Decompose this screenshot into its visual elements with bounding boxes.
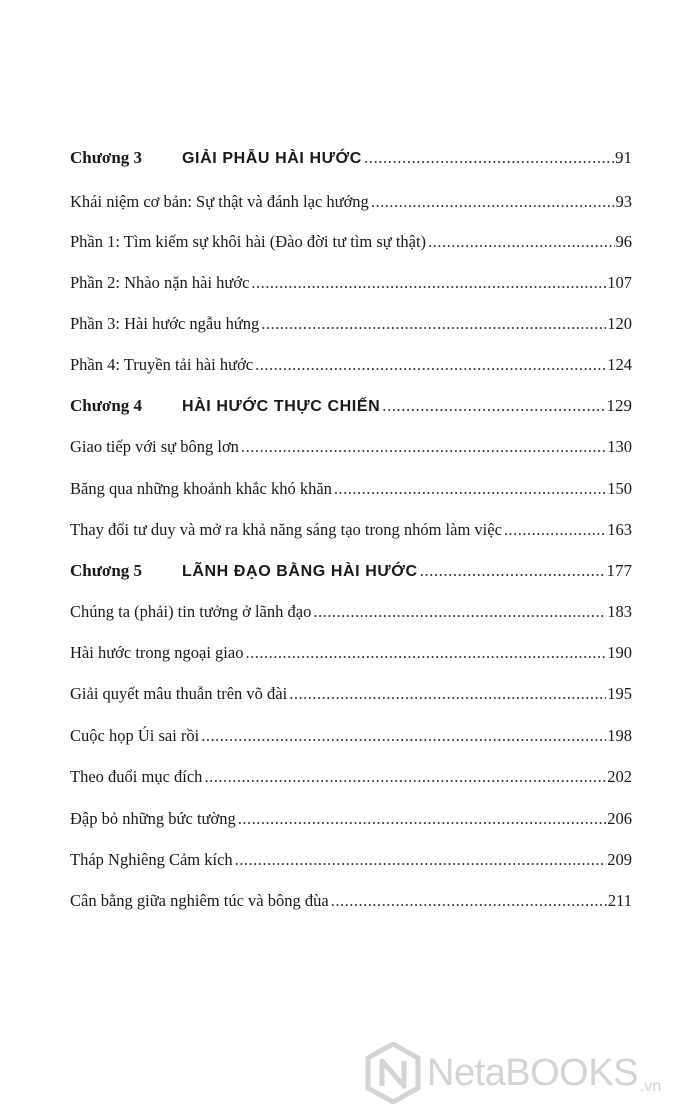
entry-title: Phần 4: Truyền tải hài hước xyxy=(70,355,254,374)
dot-leader xyxy=(420,561,606,581)
entry-title: Tháp Nghiêng Cảm kích xyxy=(70,850,233,869)
toc-entry[interactable] xyxy=(70,437,632,457)
dot-leader xyxy=(241,437,606,457)
page-number: 195 xyxy=(607,684,632,703)
chapter-label: Chương 5 xyxy=(70,561,143,580)
dot-leader xyxy=(255,355,606,375)
dot-leader xyxy=(382,396,605,416)
page-number: 91 xyxy=(615,148,632,167)
dot-leader xyxy=(235,850,607,870)
chapter-label: Chương 4 xyxy=(70,396,143,415)
entry-title: Giao tiếp với sự bông lơn xyxy=(70,437,239,456)
dot-leader xyxy=(289,684,606,704)
page-number: 163 xyxy=(607,520,632,539)
page-number: 124 xyxy=(607,355,632,374)
entry-title: Thay đổi tư duy và mở ra khả năng sáng tạo trong nhóm làm việc xyxy=(70,520,502,539)
entry-title: Băng qua những khoảnh khắc khó khăn xyxy=(70,479,332,498)
page-number: 209 xyxy=(607,850,632,869)
toc-entry[interactable] xyxy=(70,891,632,911)
toc-entry[interactable] xyxy=(70,355,632,375)
chapter-label: Chương 3 xyxy=(70,148,143,167)
dot-leader xyxy=(331,891,607,911)
entry-title: Phần 1: Tìm kiếm sự khôi hài (Đào đời tư tìm sự thật) xyxy=(70,232,427,251)
toc-entry[interactable] xyxy=(70,726,632,746)
toc-entry[interactable] xyxy=(70,767,632,787)
toc-entry[interactable] xyxy=(70,850,632,870)
dot-leader xyxy=(201,726,606,746)
entry-title: Đập bỏ những bức tường xyxy=(70,809,236,828)
chapter-name: GIẢI PHẪU HÀI HƯỚC xyxy=(182,150,362,167)
entry-title: Giải quyết mâu thuẫn trên võ đài xyxy=(70,684,288,703)
toc-entry[interactable] xyxy=(70,314,632,334)
chapter-name: LÃNH ĐẠO BẰNG HÀI HƯỚC xyxy=(182,563,418,580)
page-number: 183 xyxy=(607,602,632,621)
neta-logo-icon xyxy=(365,1042,421,1104)
entry-title: Khái niệm cơ bản: Sự thật và đánh lạc hướng xyxy=(70,192,369,211)
dot-leader xyxy=(204,767,606,787)
page-number: 202 xyxy=(607,767,632,786)
entry-title: Cân bằng giữa nghiêm túc và bông đùa xyxy=(70,891,329,910)
dot-leader xyxy=(334,479,606,499)
page-number: 130 xyxy=(607,437,632,456)
page-number: 107 xyxy=(607,273,632,292)
page-number: 120 xyxy=(607,314,632,333)
page-number: 211 xyxy=(607,891,632,910)
dot-leader xyxy=(364,148,614,168)
dot-leader xyxy=(245,643,606,663)
dot-leader xyxy=(504,520,606,540)
toc-entry[interactable] xyxy=(70,273,632,293)
entry-title: Theo đuổi mục đích xyxy=(70,767,203,786)
page-number: 96 xyxy=(615,232,632,251)
toc-entry[interactable] xyxy=(70,643,632,663)
page-number: 129 xyxy=(606,396,632,415)
page-number: 93 xyxy=(615,192,632,211)
dot-leader xyxy=(313,602,606,622)
watermark-suffix: .vn xyxy=(639,1078,662,1095)
toc-entry[interactable] xyxy=(70,232,632,252)
page-number: 198 xyxy=(607,726,632,745)
watermark-text: NetaBOOKS xyxy=(427,1051,638,1094)
dot-leader xyxy=(371,192,615,212)
toc-entry[interactable] xyxy=(70,520,632,540)
netabooks-watermark xyxy=(365,1042,661,1104)
page-number: 206 xyxy=(607,809,632,828)
entry-title: Cuộc họp Úi sai rồi xyxy=(70,726,200,745)
entry-title: Phần 3: Hài hước ngẫu hứng xyxy=(70,314,260,333)
dot-leader xyxy=(238,809,607,829)
page-number: 177 xyxy=(606,561,632,580)
toc-entry[interactable] xyxy=(70,809,632,829)
page-number: 190 xyxy=(607,643,632,662)
dot-leader xyxy=(251,273,606,293)
toc-entry[interactable] xyxy=(70,602,632,622)
entry-title: Phần 2: Nhào nặn hài hước xyxy=(70,273,250,292)
entry-title: Chúng ta (phải) tin tưởng ở lãnh đạo xyxy=(70,602,312,621)
toc-chapter-5[interactable] xyxy=(70,561,632,581)
toc-entry[interactable] xyxy=(70,192,632,212)
toc-chapter-3[interactable] xyxy=(70,148,632,168)
page-number: 150 xyxy=(607,479,632,498)
dot-leader xyxy=(428,232,614,252)
chapter-name: HÀI HƯỚC THỰC CHIẾN xyxy=(182,398,381,415)
toc-entry[interactable] xyxy=(70,479,632,499)
dot-leader xyxy=(261,314,606,334)
toc-chapter-4[interactable] xyxy=(70,396,632,416)
entry-title: Hài hước trong ngoại giao xyxy=(70,643,244,662)
toc-entry[interactable] xyxy=(70,684,632,704)
